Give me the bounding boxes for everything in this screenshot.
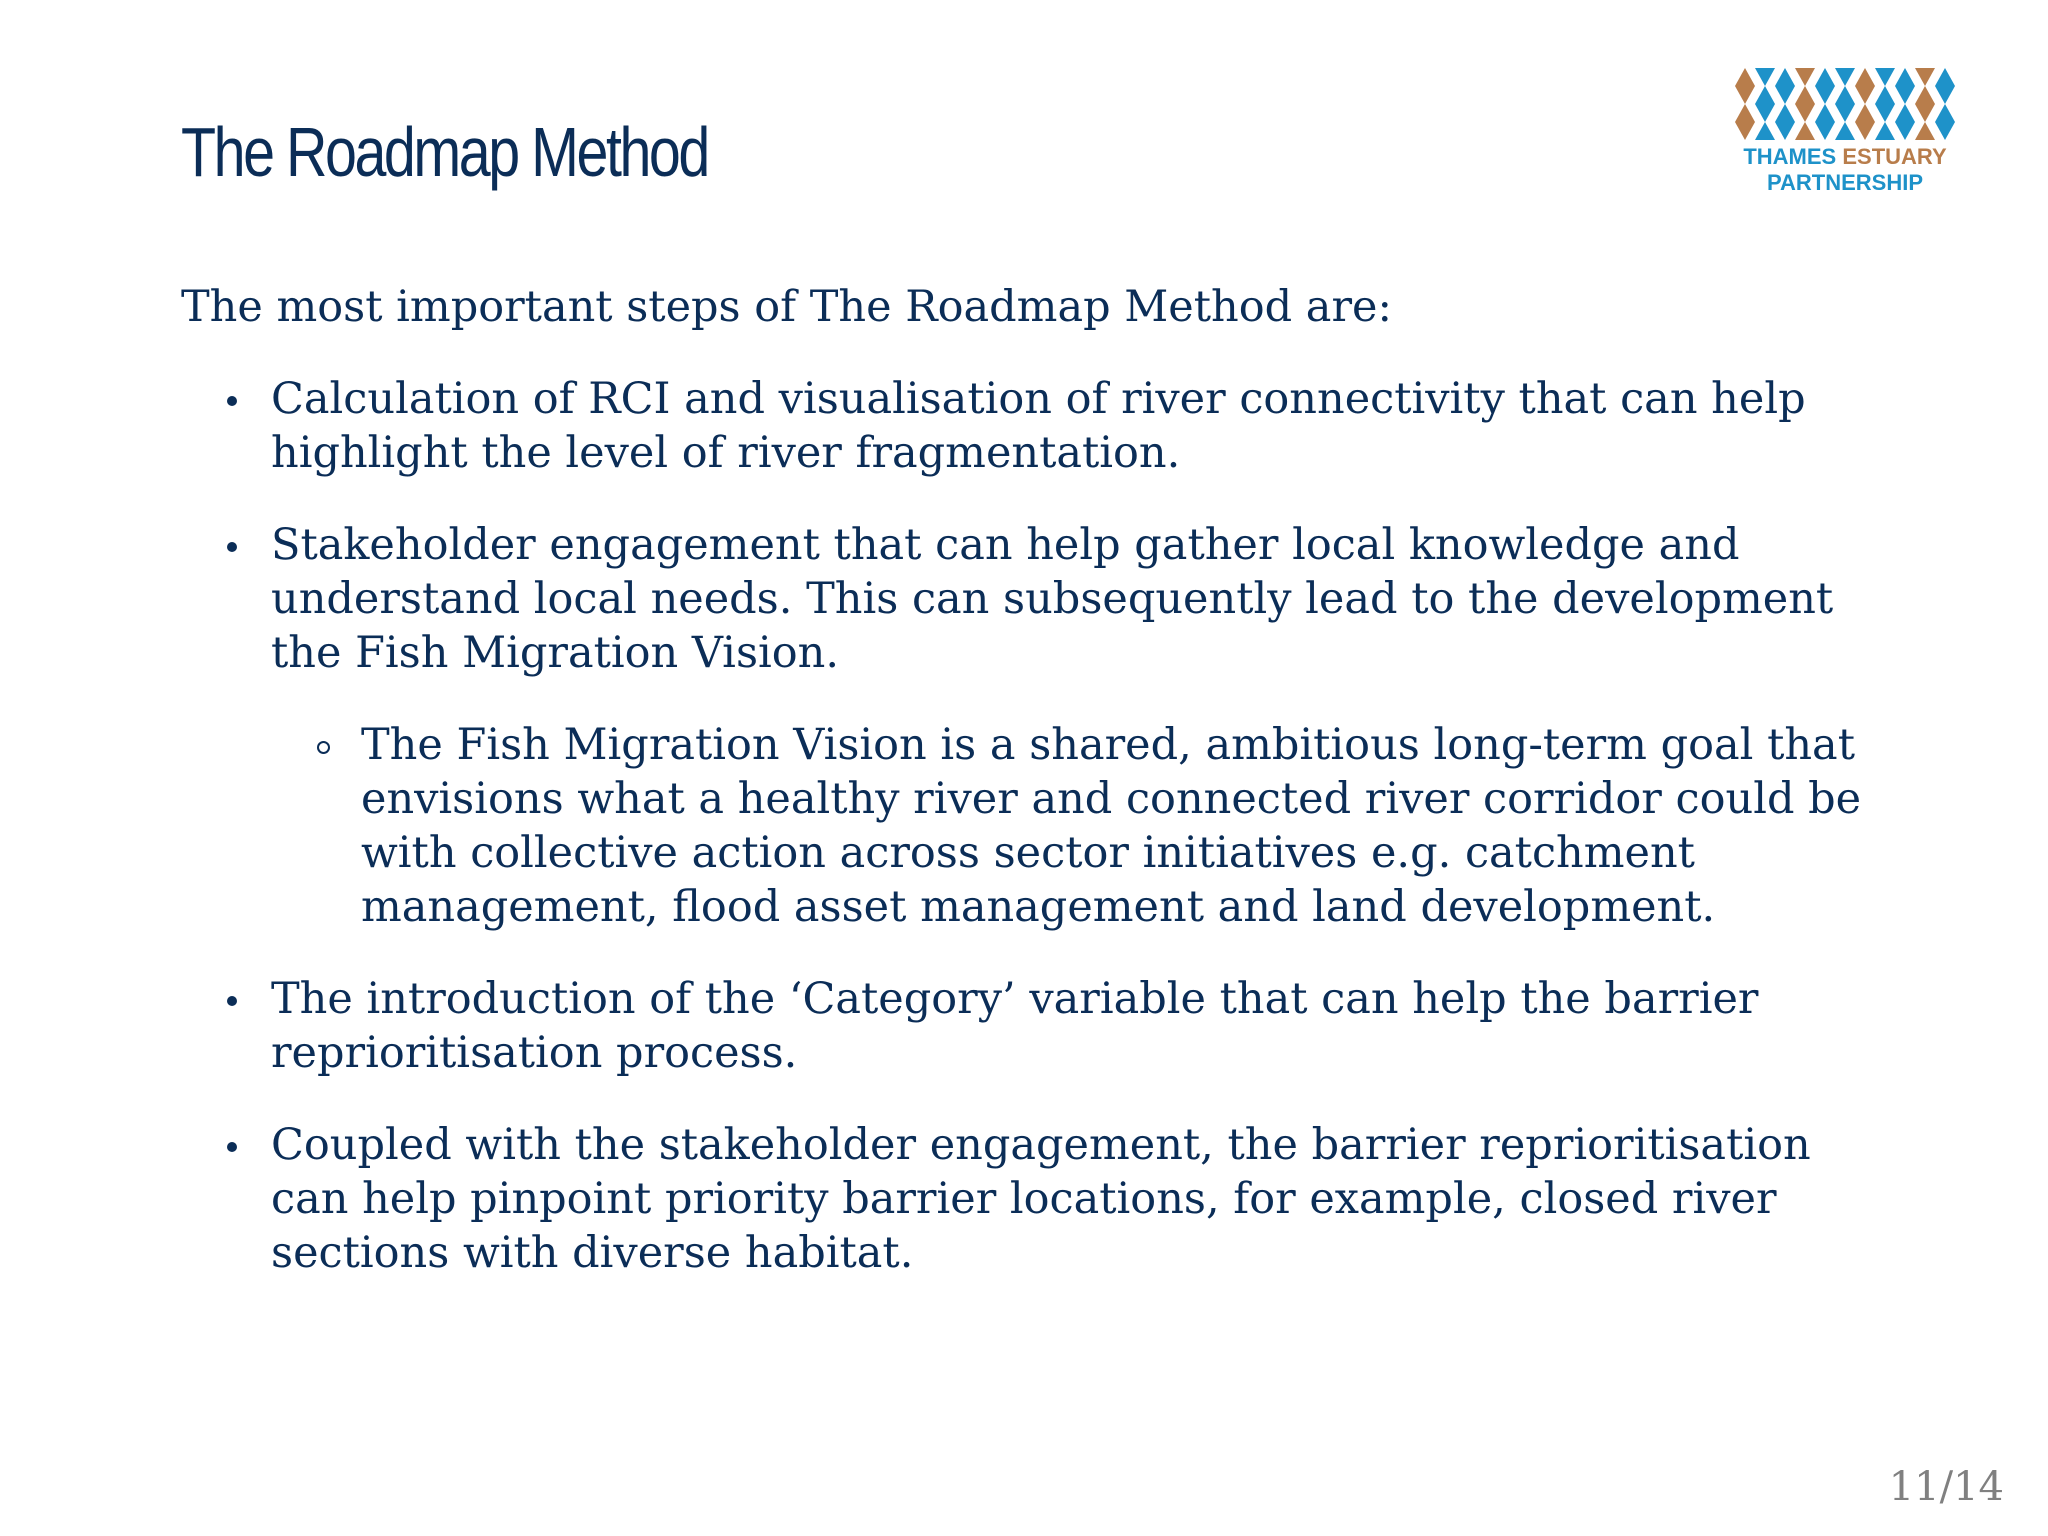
- logo-triangle: [1935, 68, 1955, 86]
- bullet-item: [181, 972, 1901, 1080]
- logo-triangle: [1815, 68, 1835, 86]
- bullet-text: Stakeholder engagement that can help gather local knowledge and understand local needs. This can subsequently lead to the development the Fish Migration Vision.: [271, 520, 1834, 678]
- bullet-dot-icon: [227, 996, 237, 1006]
- bullet-dot-icon: [227, 1142, 237, 1152]
- logo-triangle: [1735, 68, 1755, 86]
- thames-estuary-partnership-logo: [1725, 68, 1965, 198]
- page-number: 11/14: [1888, 1464, 2004, 1510]
- logo-triangle: [1795, 68, 1815, 86]
- logo-triangle: [1835, 104, 1855, 122]
- logo-triangle: [1935, 104, 1955, 122]
- logo-triangle: [1795, 86, 1815, 104]
- bullet-dot-icon: [227, 542, 237, 552]
- logo-triangle: [1775, 104, 1795, 122]
- logo-triangle: [1735, 104, 1755, 122]
- logo-triangle: [1835, 68, 1855, 86]
- logo-triangle: [1795, 104, 1815, 122]
- logo-triangle: [1795, 122, 1815, 140]
- bullet-text: Coupled with the stakeholder engagement, the barrier reprioritisation can help pinpoint priority barrier locations, for example, closed river sections with diverse habitat.: [271, 1120, 1811, 1278]
- bullet-item: [181, 372, 1901, 480]
- logo-triangle: [1875, 68, 1895, 86]
- logo-word-partnership: PARTNERSHIP: [1766, 170, 1924, 195]
- logo-word-estuary: ESTUARY: [1842, 144, 1947, 169]
- logo-triangle: [1895, 122, 1915, 140]
- logo-text-line-2: [1725, 170, 1965, 196]
- logo-triangle: [1815, 86, 1835, 104]
- logo-triangle-pattern: [1735, 68, 1955, 140]
- sub-bullet-item: [271, 718, 1901, 934]
- slide-title: The Roadmap Method: [181, 113, 708, 191]
- logo-triangle: [1775, 68, 1795, 86]
- bullet-list: [181, 372, 1901, 1280]
- logo-triangle: [1755, 86, 1775, 104]
- logo-triangle: [1835, 86, 1855, 104]
- intro-text: The most important steps of The Roadmap Method are:: [181, 282, 1392, 332]
- logo-text-line-1: [1725, 144, 1965, 170]
- logo-triangle: [1895, 86, 1915, 104]
- logo-triangle: [1755, 122, 1775, 140]
- logo-triangle: [1895, 104, 1915, 122]
- bullet-text: The introduction of the ‘Category’ variable that can help the barrier reprioritisation process.: [271, 974, 1759, 1078]
- logo-triangle: [1855, 68, 1875, 86]
- logo-triangle: [1855, 122, 1875, 140]
- logo-triangle: [1735, 122, 1755, 140]
- logo-triangle: [1775, 122, 1795, 140]
- logo-triangle: [1915, 104, 1935, 122]
- logo-triangle: [1855, 86, 1875, 104]
- logo-triangle: [1835, 122, 1855, 140]
- logo-word-thames: THAMES: [1743, 144, 1837, 169]
- logo-triangle: [1875, 104, 1895, 122]
- bullet-item: [181, 518, 1901, 934]
- slide-content: [181, 280, 1901, 1318]
- bullet-item: [181, 1118, 1901, 1280]
- sub-bullet-list: [271, 718, 1901, 934]
- logo-triangle: [1915, 86, 1935, 104]
- logo-triangle: [1735, 86, 1755, 104]
- logo-triangle: [1815, 104, 1835, 122]
- logo-triangle: [1775, 86, 1795, 104]
- hollow-circle-bullet-icon: [317, 741, 330, 754]
- logo-triangle: [1915, 122, 1935, 140]
- logo-triangle: [1855, 104, 1875, 122]
- bullet-text: Calculation of RCI and visualisation of river connectivity that can help highlight the level of river fragmentation.: [271, 374, 1806, 478]
- logo-triangle: [1875, 122, 1895, 140]
- logo-triangle: [1755, 68, 1775, 86]
- logo-triangle: [1895, 68, 1915, 86]
- sub-bullet-text: The Fish Migration Vision is a shared, ambitious long-term goal that envisions what a healthy river and connected river corridor could be with collective action across sector initiatives e.g. catchment management, flood asset management and land development.: [361, 720, 1862, 932]
- logo-triangle: [1815, 122, 1835, 140]
- logo-triangle: [1935, 122, 1955, 140]
- logo-triangle: [1915, 68, 1935, 86]
- logo-triangle: [1935, 86, 1955, 104]
- logo-triangle: [1875, 86, 1895, 104]
- logo-triangle: [1755, 104, 1775, 122]
- bullet-dot-icon: [227, 396, 237, 406]
